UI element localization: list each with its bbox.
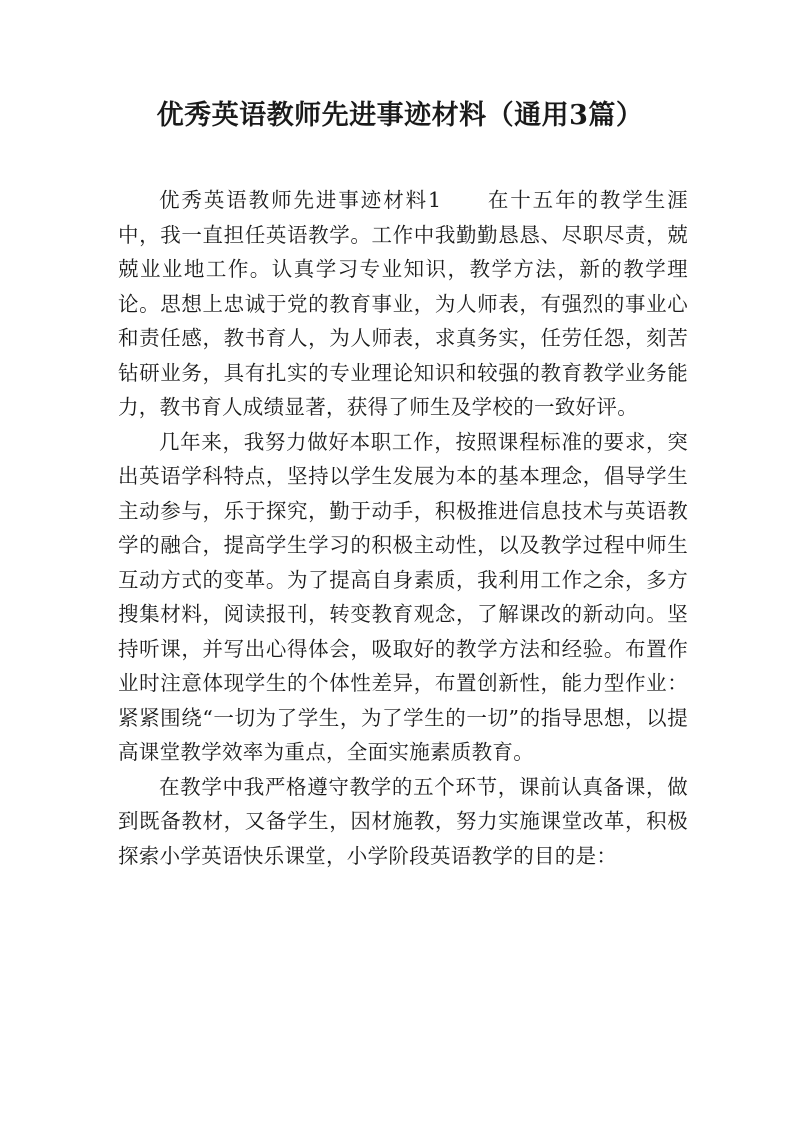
- document-title: 优秀英语教师先进事迹材料（通用3篇）: [156, 100, 644, 131]
- paragraph-1: 优秀英语教师先进事迹材料1 在十五年的教学生涯中，我一直担任英语教学。工作中我勤勤恳恳、尽职尽责，兢兢业业地工作。认真学习专业知识，教学方法，新的教学理论。思想上忠诚于党的教育事业，为人师表，有强烈的事业心和责任感，教书育人，为人师表，求真务实，任劳任怨，刻苦钻研业务，具有扎实的专业理论知识和较强的教育教学业务能力，教书育人成绩显著，获得了师生及学校的一致好评。: [118, 188, 688, 419]
- document-body: [118, 183, 688, 873]
- paragraph-3: 在教学中我严格遵守教学的五个环节，课前认真备课，做到既备教材，又备学生，因材施教，努力实施课堂改革，积极探索小学英语快乐课堂，小学阶段英语教学的目的是：: [118, 774, 688, 868]
- paragraph-2: 几年来，我努力做好本职工作，按照课程标准的要求，突出英语学科特点，坚持以学生发展为本的基本理念，倡导学生主动参与，乐于探究，勤于动手，积极推进信息技术与英语教学的融合，提高学生学习的积极主动性，以及教学过程中师生互动方式的变革。为了提高自身素质，我利用工作之余，多方搜集材料，阅读报刊，转变教育观念，了解课改的新动向。坚持听课，并写出心得体会，吸取好的教学方法和经验。布置作业时注意体现学生的个体性差异，布置创新性，能力型作业：紧紧围绕“一切为了学生，为了学生的一切”的指导思想，以提高课堂教学效率为重点，全面实施素质教育。: [118, 429, 688, 764]
